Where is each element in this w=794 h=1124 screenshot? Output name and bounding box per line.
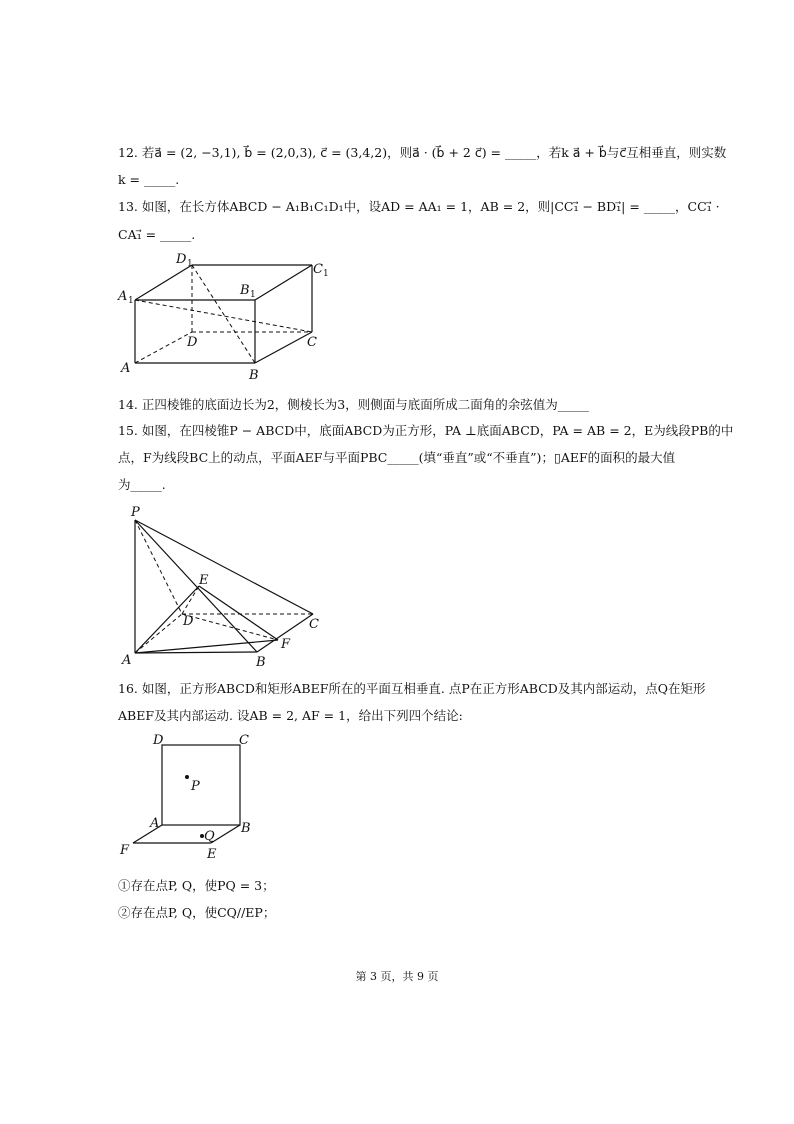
label-A: A (121, 361, 131, 376)
label-D: D (187, 335, 198, 350)
svg-text:1: 1 (323, 269, 329, 279)
label-B1: B (240, 283, 250, 298)
q13-cuboid-figure (110, 248, 340, 383)
label-E: E (199, 573, 209, 588)
label-P: P (191, 779, 200, 794)
label-C1: C (313, 262, 323, 277)
q15-line2: 点，F为线段BC上的动点，平面AEF与平面PBC_____(填“垂直”或“不垂直”)；▯AEF的面积的最大值 (118, 450, 676, 465)
q16-square-rectangle-figure (115, 730, 265, 865)
q16-option2: ②存在点P, Q，使CQ//EP； (118, 905, 276, 920)
q15-pyramid-figure (115, 500, 335, 670)
label-A: A (122, 653, 132, 668)
label-Q: Q (204, 829, 215, 844)
q13-line2: CA₁⃗ = _____. (118, 227, 196, 242)
label-B: B (241, 821, 251, 836)
q14-line1: 14. 正四棱锥的底面边长为2，侧棱长为3，则侧面与底面所成二面角的余弦值为_____ (118, 397, 590, 412)
q13-line1: 13. 如图，在长方体ABCD − A₁B₁C₁D₁中，设AD = AA₁ = 1，AB = 2，则|CC₁⃗ − BD₁⃗| = _____，CC₁⃗ · (118, 199, 720, 214)
q16-line2: ABEF及其内部运动. 设AB = 2, AF = 1，给出下列四个结论: (118, 708, 463, 723)
svg-text:1: 1 (250, 290, 256, 300)
label-B: B (249, 368, 259, 383)
label-A1: A (118, 289, 128, 304)
label-P: P (131, 505, 140, 520)
q15-line3: 为_____. (118, 477, 166, 492)
label-D: D (153, 733, 164, 748)
label-C: C (239, 733, 249, 748)
label-C: C (309, 617, 319, 632)
label-C: C (307, 335, 317, 350)
q16-option1: ①存在点P, Q，使PQ = 3； (118, 878, 275, 893)
q16-line1: 16. 如图，正方形ABCD和矩形ABEF所在的平面互相垂直. 点P在正方形ABCD及其内部运动，点Q在矩形 (118, 681, 706, 696)
svg-text:1: 1 (187, 259, 193, 269)
svg-text:1: 1 (128, 296, 134, 306)
q12-line2: k = _____. (118, 172, 180, 187)
q12-line1: 12. 若a⃗ = (2, −3,1), b⃗ = (2,0,3), c⃗ = (3,4,2)，则a⃗ · (b⃗ + 2 c⃗) = _____，若k a⃗ + b⃗与c⃗互相垂直，则实数 (118, 145, 727, 160)
label-E: E (207, 847, 217, 862)
label-D: D (183, 614, 194, 629)
label-D1: D (176, 252, 187, 267)
label-A: A (150, 816, 160, 831)
page-footer: 第 3 页，共 9 页 (355, 970, 439, 983)
label-F: F (281, 637, 291, 652)
label-B: B (256, 655, 266, 670)
label-F: F (120, 843, 130, 858)
q15-line1: 15. 如图，在四棱锥P − ABCD中，底面ABCD为正方形，PA ⊥底面ABCD，PA = AB = 2，E为线段PB的中 (118, 423, 734, 438)
